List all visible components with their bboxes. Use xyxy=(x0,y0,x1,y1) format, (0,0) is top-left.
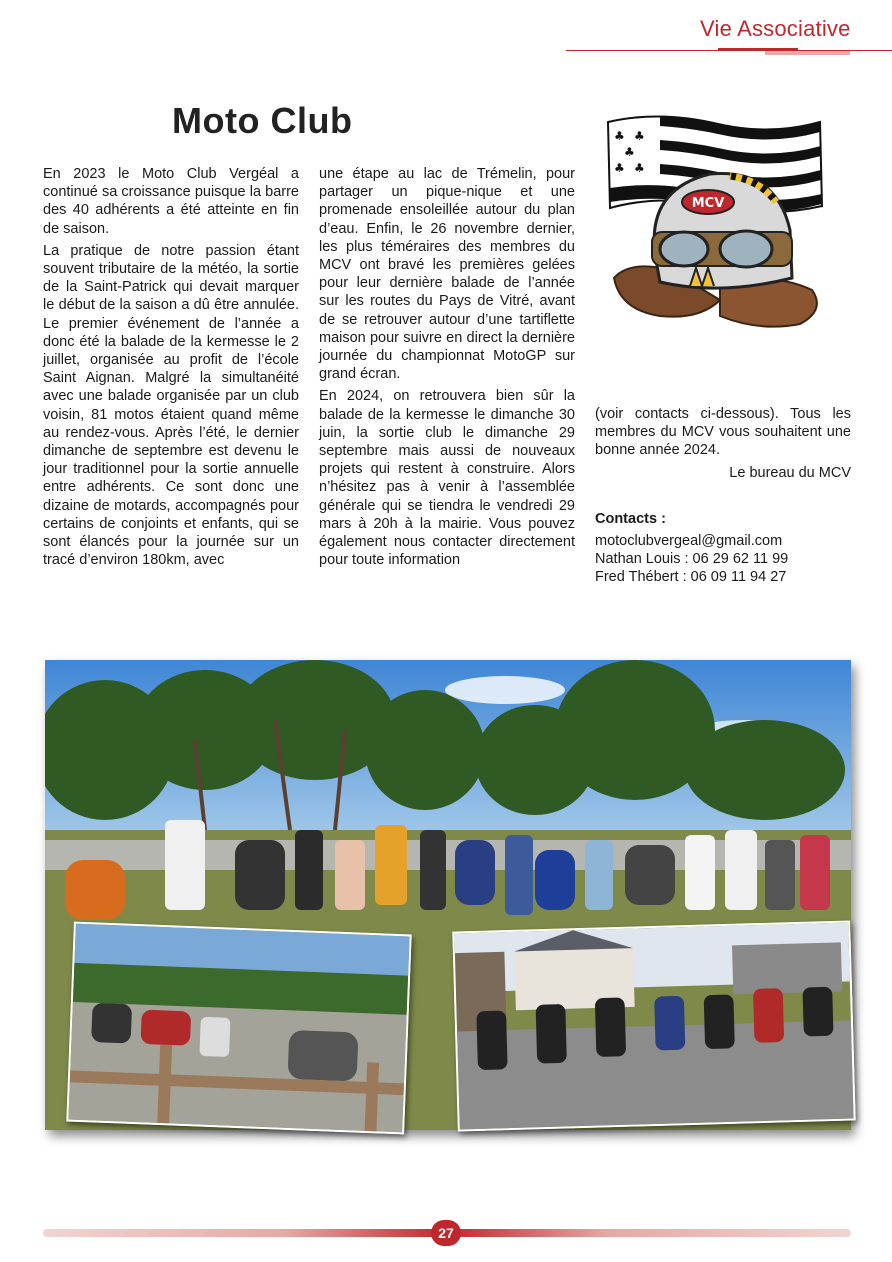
text-column-1 xyxy=(43,165,299,573)
contact-email: motoclubvergeal@gmail.com xyxy=(595,533,783,550)
header-accent-light xyxy=(765,51,850,55)
paragraph: une étape au lac de Trémelin, pour partager un pique-nique et une promenade ensoleillée autour du plan d’eau. Enfin, le 26 novembre dernier, les plus téméraires des membres du MCV ont bravé les premières gelées pour leur dernière balade de l’année sur les routes du Pays de Vitré, avant de se retrouver autour d’une tartiflette maison pour suivre en direct la dernière journée du championnat MotoGP sur grand écran. xyxy=(319,166,575,383)
page-number: 27 xyxy=(431,1220,461,1246)
section-title: Vie Associative xyxy=(700,16,851,41)
helmet-icon xyxy=(652,173,792,288)
paragraph: En 2023 le Moto Club Vergéal a continué sa croissance puisque la barre des 40 adhérents a été atteinte en fin de saison. xyxy=(43,166,299,237)
logo-text: MCV xyxy=(691,196,725,211)
svg-text:♣: ♣ xyxy=(614,161,625,175)
text-column-3 xyxy=(595,405,851,587)
contacts-heading: Contacts : xyxy=(595,510,666,527)
text-column-2 xyxy=(319,165,575,573)
paragraph: La pratique de notre passion étant souvent tributaire de la météo, la sortie de la Saint-Patrick qui devait marquer le début de la saison a dû être annulée. Le premier événement de l’année a donc été la balade de la kermesse le 2 juillet, organisée au profit de l’école Saint Aignan. Malgré la simultanéité avec une balade organisée par un club voisin, 81 motos étaient quand même au rendez-vous. Après l’été, le dernier dimanche de septembre est devenu le jour traditionnel pour la sortie annuelle entre adhérents. Ce sont donc une dizaine de motards, accompagnés pour certains de conjoints et enfants, qui se sont élancés pour la journée sur un tracé d’environ 180km, avec xyxy=(43,242,299,569)
svg-text:♣: ♣ xyxy=(634,161,645,175)
page-title: Moto Club xyxy=(172,100,353,141)
mcv-logo xyxy=(600,110,832,342)
contact-phone-1: Nathan Louis : 06 29 62 11 99 xyxy=(595,551,789,568)
paragraph: (voir contacts ci-dessous). Tous les membres du MCV vous souhaitent une bonne année 2024. xyxy=(595,406,851,459)
svg-text:♣: ♣ xyxy=(614,129,625,143)
signature: Le bureau du MCV xyxy=(729,464,851,481)
paragraph: En 2024, on retrouvera bien sûr la balade de la kermesse le dimanche 30 juin, la sortie club le dimanche 29 septembre mais aussi de nouveaux projets qui restent à construire. Alors n’hésitez pas à venir à l’assemblée générale qui se tiendra le vendredi 29 mars à 20h à la mairie. Vous pouvez également nous contacter directement pour toute information xyxy=(319,388,575,569)
ride-photo-right xyxy=(452,920,855,1131)
svg-text:♣: ♣ xyxy=(634,129,645,143)
contact-phone-2: Fred Thébert : 06 09 11 94 27 xyxy=(595,569,787,586)
svg-text:♣: ♣ xyxy=(624,145,635,159)
ride-photo-left xyxy=(66,922,411,1135)
